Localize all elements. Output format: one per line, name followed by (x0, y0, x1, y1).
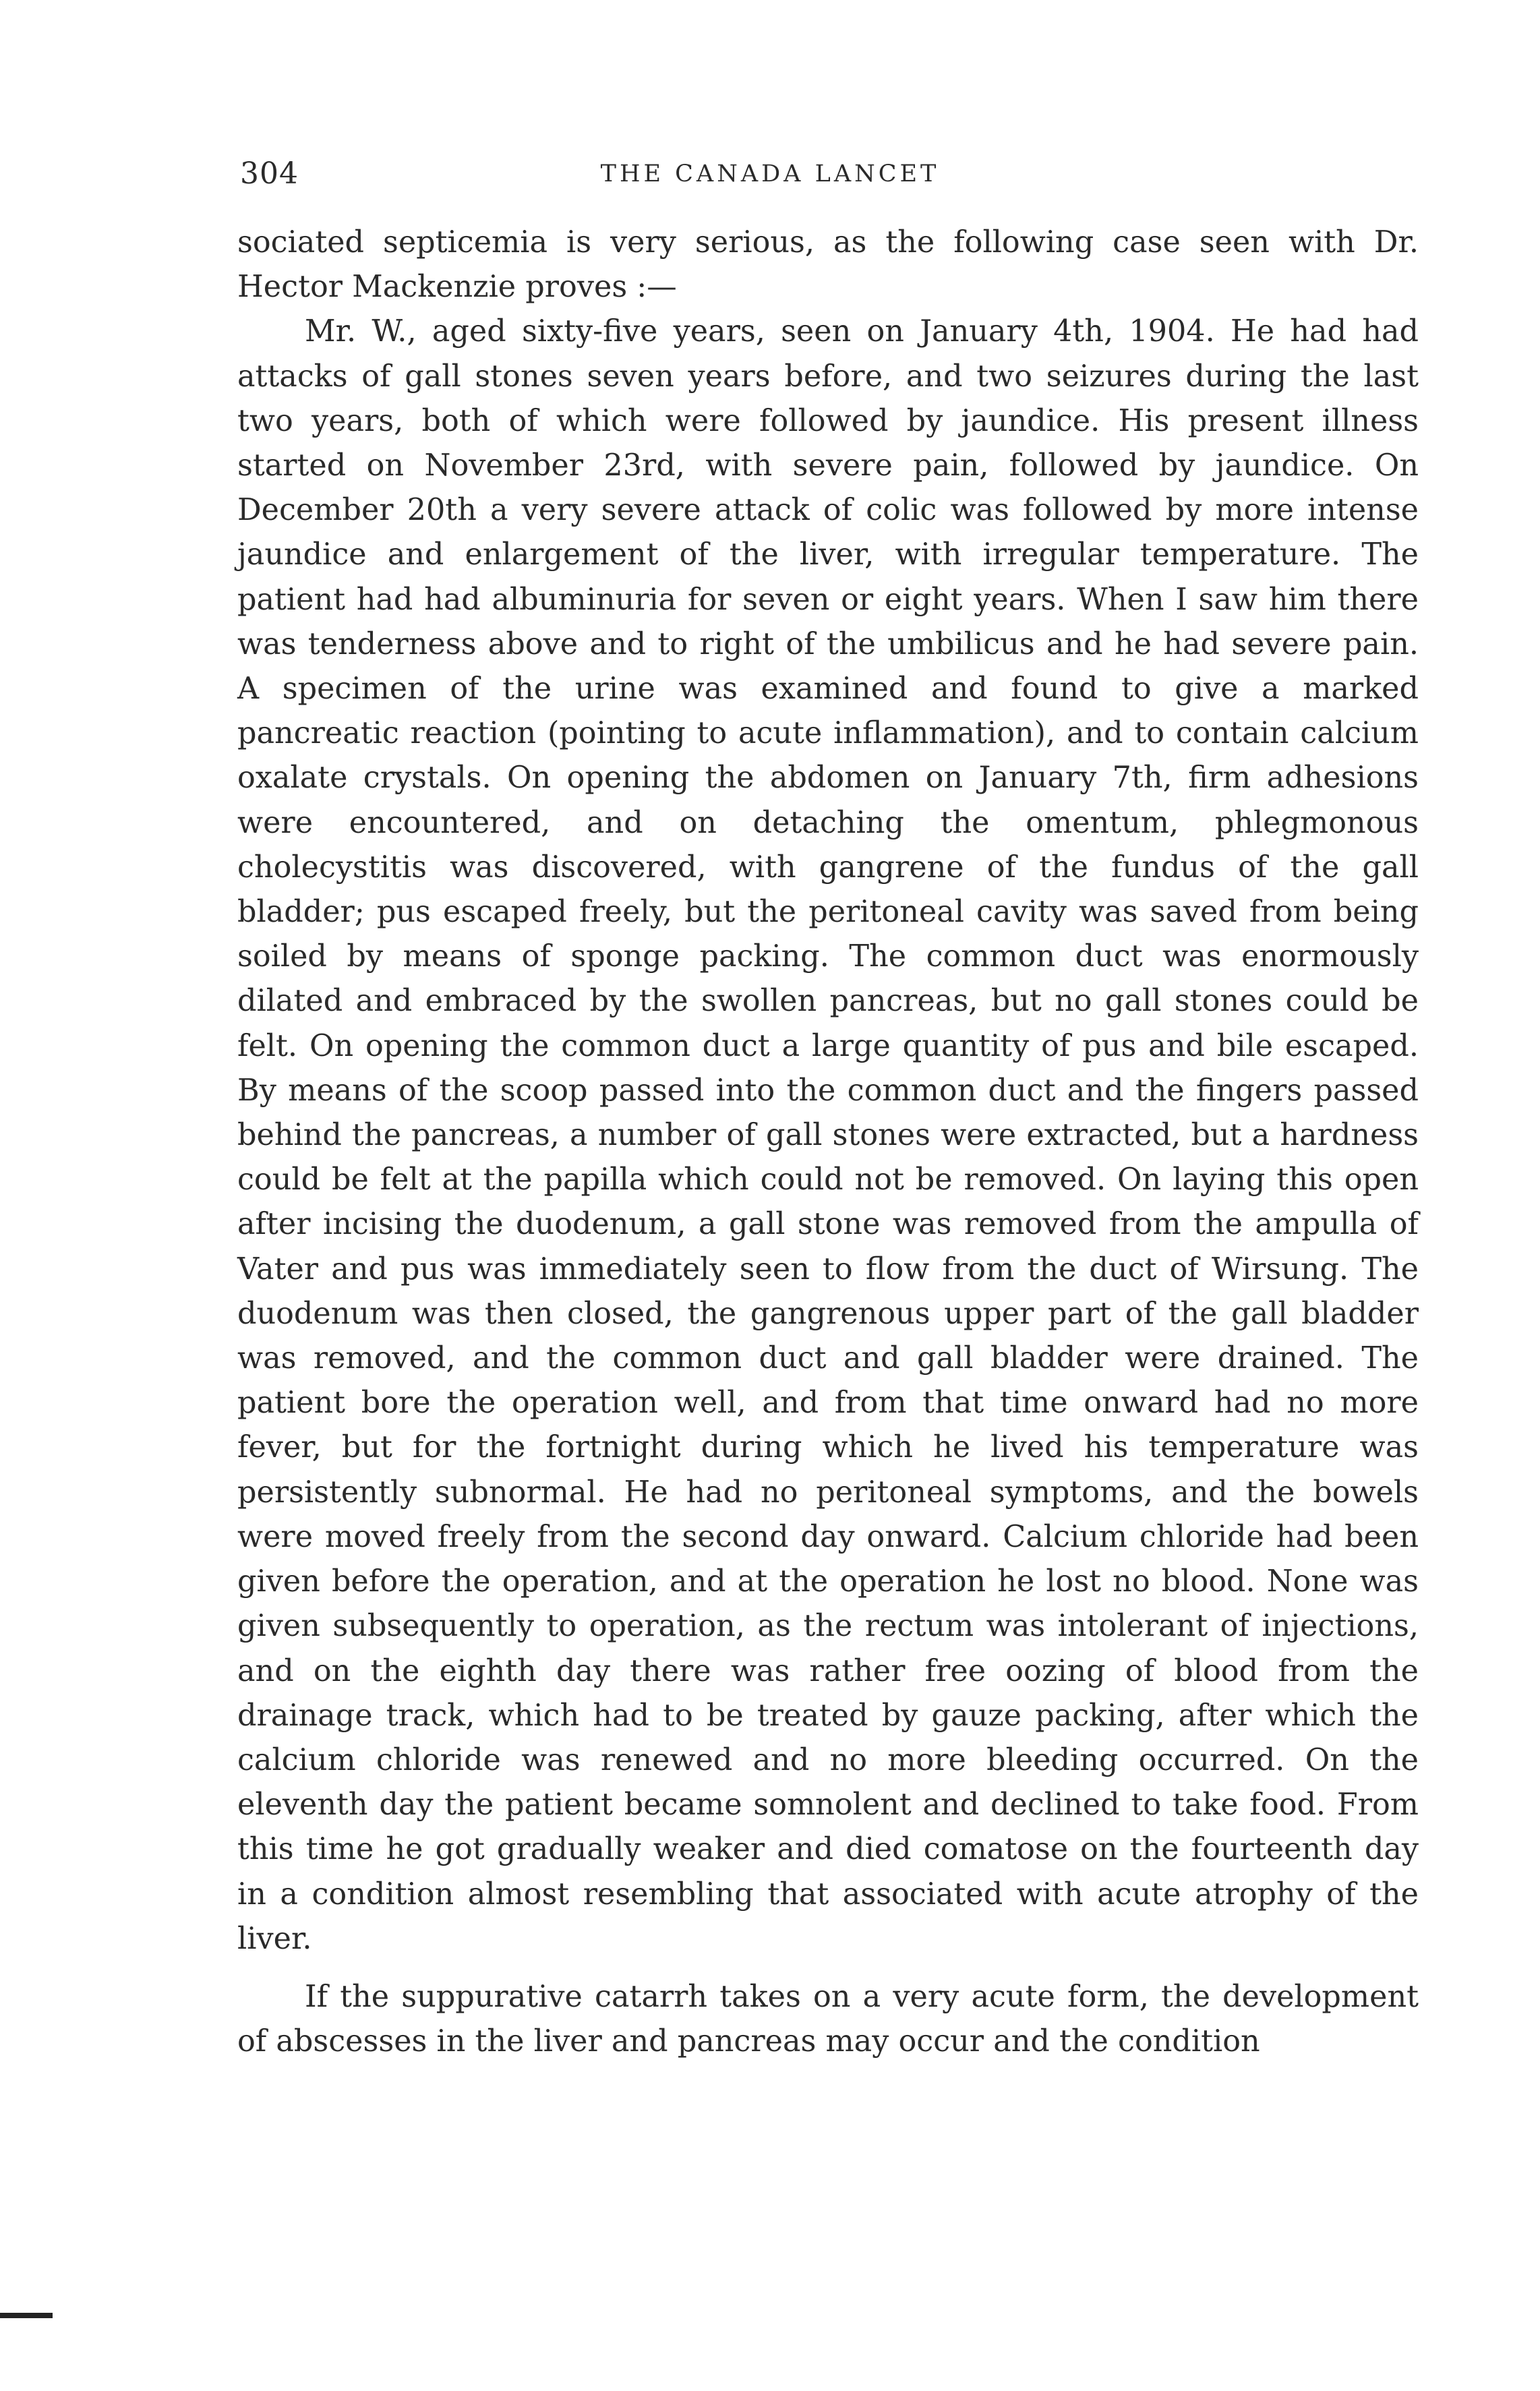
body-text (237, 220, 1419, 2064)
paragraph-case-report: Mr. W., aged sixty-five years, seen on January 4th, 1904. He had had attacks of gall stones seven years before, and two seizures during the last two years, both of which were followed by jaundice. His present illness started on November 23rd, with severe pain, followed by jaundice. On December 20th a very severe attack of colic was followed by more intense jaundice and enlargement of the liver, with irregular temperature. The patient had had albuminuria for seven or eight years. When I saw him there was tenderness above and to right of the umbilicus and he had severe pain. A specimen of the urine was examined and found to give a marked pancreatic reaction (pointing to acute inflammation), and to contain calcium oxalate crystals. On opening the abdomen on January 7th, firm adhesions were encountered, and on detaching the omentum, phlegmonous cholecystitis was discovered, with gangrene of the fundus of the gall bladder; pus escaped freely, but the peritoneal cavity was saved from being soiled by means of sponge packing. The common duct was enormously dilated and embraced by the swollen pancreas, but no gall stones could be felt. On opening the common duct a large quantity of pus and bile escaped. By means of the scoop passed into the common duct and the fingers passed behind the pancreas, a number of gall stones were extracted, but a hardness could be felt at the papilla which could not be removed. On laying this open after incising the duodenum, a gall stone was removed from the ampulla of Vater and pus was immediately seen to flow from the duct of Wirsung. The duodenum was then closed, the gangrenous upper part of the gall bladder was removed, and the common duct and gall bladder were drained. The patient bore the operation well, and from that time onward had no more fever, but for the fortnight during which he lived his temperature was persistently subnormal. He had no peritoneal symptoms, and the bowels were moved freely from the second day onward. Calcium chloride had been given before the operation, and at the operation he lost no blood. None was given subsequently to operation, as the rectum was intolerant of injections, and on the eighth day there was rather free oozing of blood from the drainage track, which had to be treated by gauze packing, after which the calcium chloride was renewed and no more bleeding occurred. On the eleventh day the patient became somnolent and declined to take food. From this time he got gradually weaker and died comatose on the fourteenth day in a condition almost resembling that associated with acute atrophy of the liver. (237, 314, 1419, 1956)
scan-edge-mark (0, 2313, 53, 2318)
page-number: 304 (240, 156, 299, 191)
paragraph-continuation: sociated septicemia is very serious, as the following case seen with Dr. Hector Mackenzie proves :— (237, 225, 1419, 305)
running-head: THE CANADA LANCET (600, 160, 940, 187)
paragraph-suppurative-catarrh: If the suppurative catarrh takes on a very acute form, the development of abscesses in the liver and pancreas may occur and the condition (237, 1979, 1419, 2059)
